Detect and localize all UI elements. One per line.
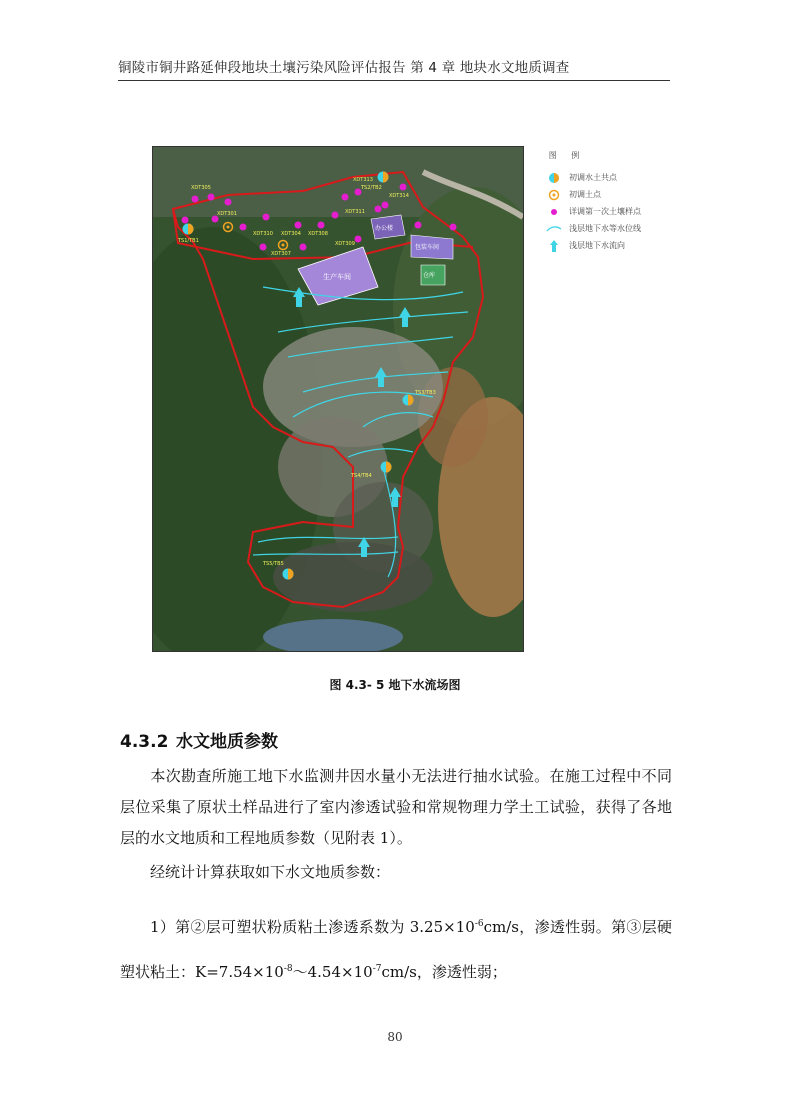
groundwater-flow-arrow-icon: [545, 239, 563, 253]
legend-label: 初调土点: [569, 190, 601, 199]
svg-text:XDT313: XDT313: [353, 177, 373, 183]
building-office-label: 办公楼: [375, 225, 394, 232]
legend-label: 初调水土共点: [569, 173, 617, 182]
paragraph-2-text: 经统计计算获取如下水文地质参数：: [150, 863, 391, 881]
svg-text:XDT308: XDT308: [308, 231, 328, 237]
paragraph-1: [120, 761, 672, 854]
svg-text:TS5/TB5: TS5/TB5: [263, 561, 284, 567]
building-storage-label: 仓库: [423, 272, 436, 279]
svg-text:XDT309: XDT309: [335, 241, 355, 247]
figure-caption: 图 4.3- 5 地下水流场图: [329, 678, 461, 692]
section-number: 4.3.2: [120, 732, 169, 752]
legend-label: 浅层地下水等水位线: [569, 224, 641, 233]
soil-sample-point-icon: [545, 205, 563, 219]
legend-item: [545, 237, 675, 254]
svg-text:XDT307: XDT307: [271, 251, 291, 257]
svg-text:XDT314: XDT314: [389, 193, 409, 199]
paragraph-3-text-b: cm/s，渗透性弱。第③层硬塑状粘土：K=7.54×10: [120, 918, 672, 981]
section-title: 水文地质参数: [176, 732, 278, 752]
legend-item: [545, 203, 675, 220]
groundwater-flow-map: [152, 146, 524, 652]
exponent-3: -7: [372, 964, 382, 974]
header-rule: [118, 80, 670, 81]
legend-label: 详调第一次土壤样点: [569, 207, 641, 216]
svg-text:TS3/TB3: TS3/TB3: [415, 390, 436, 396]
water-soil-point-icon: [545, 171, 563, 185]
building-workshop-label: 包装车间: [415, 244, 440, 251]
legend-label: 浅层地下水流向: [569, 241, 625, 250]
map-legend: [545, 150, 675, 254]
section-heading: [120, 727, 278, 752]
legend-item: [545, 220, 675, 237]
exponent-2: -8: [283, 964, 293, 974]
paragraph-3: [120, 903, 672, 993]
paragraph-3-text-a: 1）第②层可塑状粉质粘土渗透系数为 3.25×10: [150, 918, 475, 936]
exponent-1: -6: [474, 919, 484, 929]
soil-point-icon: [545, 188, 563, 202]
paragraph-3-text-d: cm/s，渗透性弱；: [381, 963, 507, 981]
legend-item: [545, 169, 675, 186]
groundwater-contour-icon: [545, 222, 563, 236]
svg-text:XDT301: XDT301: [217, 211, 237, 217]
paragraph-3-text-c: ～4.54×10: [292, 963, 373, 981]
legend-title: 图 例: [548, 151, 586, 160]
map-svg: [153, 147, 523, 651]
svg-text:TS1/TB1: TS1/TB1: [178, 238, 199, 244]
svg-text:XDT304: XDT304: [281, 231, 301, 237]
svg-text:XDT311: XDT311: [345, 209, 365, 215]
page-header: 铜陵市铜井路延伸段地块土壤污染风险评估报告 第 4 章 地块水文地质调查: [118, 60, 570, 76]
svg-text:XDT310: XDT310: [253, 231, 273, 237]
page-number: 80: [387, 1030, 403, 1044]
svg-text:TS2/TB2: TS2/TB2: [361, 185, 382, 191]
svg-text:TS4/TB4: TS4/TB4: [351, 473, 372, 479]
paragraph-1-text: 本次勘查所施工地下水监测井因水量小无法进行抽水试验。在施工过程中不同层位采集了原状土样品进行了室内渗透试验和常规物理力学土工试验，获得了各地层的水文地质和工程地质参数（见附表 1）。: [120, 767, 672, 847]
legend-item: [545, 186, 675, 203]
building-production-label: 生产车间: [323, 273, 351, 281]
svg-text:XDT305: XDT305: [191, 185, 211, 191]
paragraph-2: [120, 857, 672, 888]
